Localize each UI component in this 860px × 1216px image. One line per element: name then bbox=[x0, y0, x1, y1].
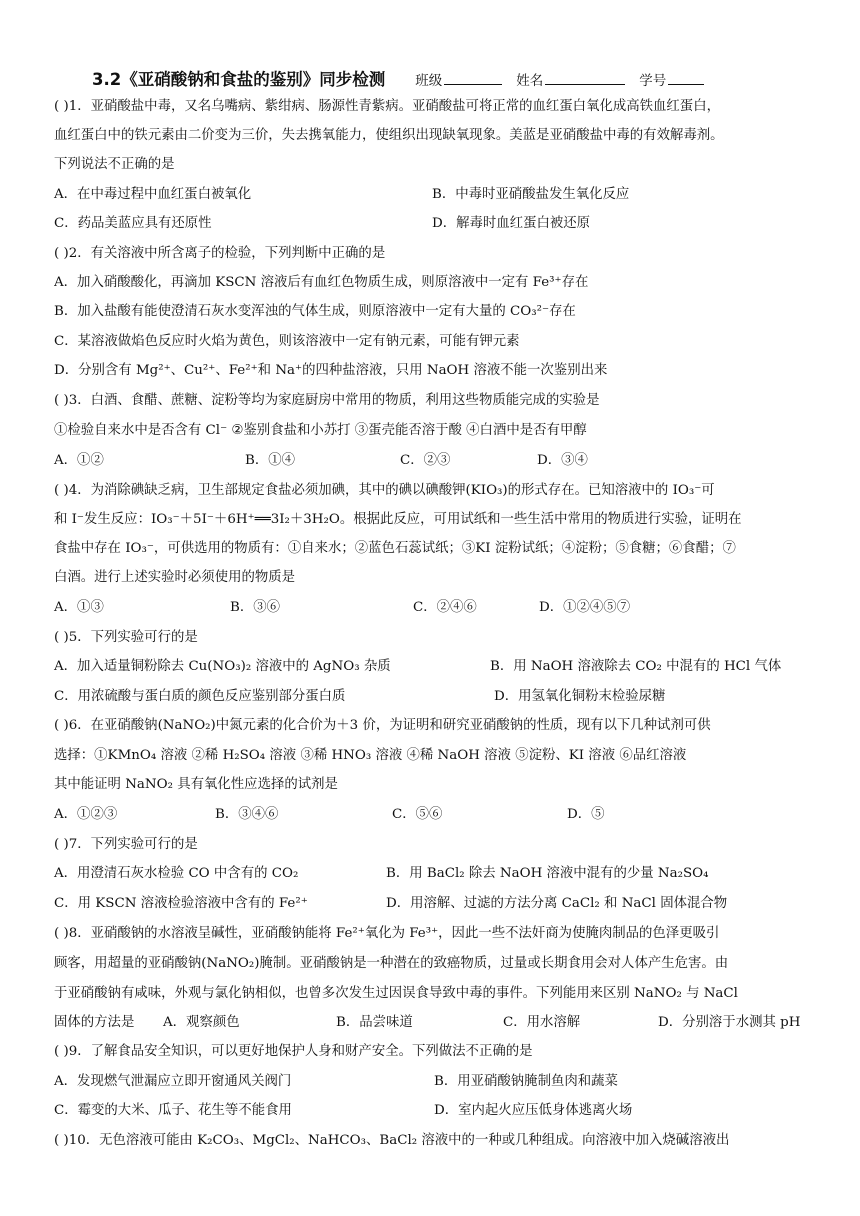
name-blank[interactable] bbox=[545, 70, 625, 85]
q4-option-c: C．②④⑥ bbox=[413, 600, 477, 615]
q3-items: ①检验自来水中是否含有 Cl⁻ ②鉴别食盐和小苏打 ③蛋壳能否溶于酸 ④白酒中是否有甲醇 bbox=[54, 423, 587, 438]
q1-option-a: A．在中毒过程中血红蛋白被氧化 bbox=[54, 187, 252, 202]
q8-line-1: ( )8．亚硝酸钠的水溶液呈碱性，亚硝酸钠能将 Fe²⁺氧化为 Fe³⁺，因此一些不法奸商为使腌肉制品的色泽更吸引 bbox=[54, 926, 720, 941]
q4-option-d: D．①②④⑤⑦ bbox=[539, 600, 631, 615]
q2-option-b: B．加入盐酸有能使澄清石灰水变浑浊的气体生成，则原溶液中一定有大量的 CO₃²⁻存在 bbox=[54, 304, 576, 319]
q6-option-a: A．①②③ bbox=[54, 807, 118, 822]
q8-option-a: A．观察颜色 bbox=[163, 1015, 240, 1030]
q5-option-d: D．用氢氧化铜粉末检验尿糖 bbox=[494, 689, 666, 704]
q1-option-c: C．药品美蓝应具有还原性 bbox=[54, 216, 212, 231]
q4-line-1: ( )4．为消除碘缺乏病，卫生部规定食盐必须加碘，其中的碘以碘酸钾(KIO₃)的形式存在。已知溶液中的 IO₃⁻可 bbox=[54, 483, 715, 498]
q4-option-b: B．③⑥ bbox=[230, 600, 281, 615]
q4-option-a: A．①③ bbox=[54, 600, 104, 615]
header-row bbox=[92, 66, 812, 88]
q8-option-c: C．用水溶解 bbox=[503, 1015, 581, 1030]
q7-option-d: D．用溶解、过滤的方法分离 CaCl₂ 和 NaCl 固体混合物 bbox=[386, 896, 728, 911]
q1-stem-line-2: 血红蛋白中的铁元素由二价变为三价，失去携氧能力，使组织出现缺氧现象。美蓝是亚硝酸盐中毒的有效解毒剂。 bbox=[54, 128, 724, 143]
q8-stem-end: 固体的方法是 bbox=[54, 1015, 135, 1030]
q2-option-c: C．某溶液做焰色反应时火焰为黄色，则该溶液中一定有钠元素，可能有钾元素 bbox=[54, 334, 520, 349]
q3-option-c: C．②③ bbox=[400, 453, 451, 468]
q5-option-b: B．用 NaOH 溶液除去 CO₂ 中混有的 HCl 气体 bbox=[490, 659, 782, 674]
q8-option-d: D．分别溶于水测其 pH bbox=[658, 1015, 801, 1030]
class-blank[interactable] bbox=[444, 70, 502, 85]
q3-option-a: A．①② bbox=[54, 453, 104, 468]
q5-option-a: A．加入适量铜粉除去 Cu(NO₃)₂ 溶液中的 AgNO₃ 杂质 bbox=[54, 659, 391, 674]
q9-option-b: B．用亚硝酸钠腌制鱼肉和蔬菜 bbox=[434, 1074, 618, 1089]
q6-line-2: 选择：①KMnO₄ 溶液 ②稀 H₂SO₄ 溶液 ③稀 HNO₃ 溶液 ④稀 NaOH 溶液 ⑤淀粉、KI 溶液 ⑥品红溶液 bbox=[54, 748, 687, 763]
number-blank[interactable] bbox=[668, 70, 704, 85]
q8-option-b: B．品尝味道 bbox=[336, 1015, 413, 1030]
q4-line-4: 白酒。进行上述实验时必须使用的物质是 bbox=[54, 570, 296, 585]
q3-option-d: D．③④ bbox=[537, 453, 588, 468]
q2-option-d: D．分别含有 Mg²⁺、Cu²⁺、Fe²⁺和 Na⁺的四种盐溶液，只用 NaOH 溶液不能一次鉴别出来 bbox=[54, 363, 608, 378]
q9-stem: ( )9．了解食品安全知识，可以更好地保护人身和财产安全。下列做法不正确的是 bbox=[54, 1044, 533, 1059]
q6-line-3: 其中能证明 NaNO₂ 具有氧化性应选择的试剂是 bbox=[54, 777, 338, 792]
q1-stem-line-1: ( )1．亚硝酸盐中毒，又名乌嘴病、紫绀病、肠源性青紫病。亚硝酸盐可将正常的血红蛋白氧化成高铁血红蛋白， bbox=[54, 99, 720, 114]
number-label: 学号 bbox=[639, 73, 667, 89]
q8-line-3: 于亚硝酸钠有咸味，外观与氯化钠相似，也曾多次发生过因误食导致中毒的事件。下列能用来区别 NaNO₂ 与 NaCl bbox=[54, 986, 738, 1001]
q10-stem: ( )10．无色溶液可能由 K₂CO₃、MgCl₂、NaHCO₃、BaCl₂ 溶液中的一种或几种组成。向溶液中加入烧碱溶液出 bbox=[54, 1133, 730, 1148]
q1-option-b: B．中毒时亚硝酸盐发生氧化反应 bbox=[432, 187, 630, 202]
page-title: 3.2《亚硝酸钠和食盐的鉴别》同步检测 bbox=[92, 70, 386, 89]
q4-line-3: 食盐中存在 IO₃⁻，可供选用的物质有：①自来水；②蓝色石蕊试纸；③KI 淀粉试纸；④淀粉；⑤食糖；⑥食醋；⑦ bbox=[54, 541, 736, 556]
q2-option-a: A．加入硝酸酸化，再滴加 KSCN 溶液后有血红色物质生成，则原溶液中一定有 Fe³⁺存在 bbox=[54, 275, 589, 290]
q7-option-c: C．用 KSCN 溶液检验溶液中含有的 Fe²⁺ bbox=[54, 896, 308, 911]
number-field bbox=[639, 69, 704, 89]
q5-option-c: C．用浓硫酸与蛋白质的颜色反应鉴别部分蛋白质 bbox=[54, 689, 346, 704]
q4-line-2: 和 I⁻发生反应：IO₃⁻＋5I⁻＋6H⁺══3I₂＋3H₂O。根据此反应，可用试纸和一些生活中常用的物质进行实验，证明在 bbox=[54, 512, 742, 527]
name-label: 姓名 bbox=[516, 73, 544, 89]
class-field bbox=[415, 69, 502, 89]
q9-option-c: C．霉变的大米、瓜子、花生等不能食用 bbox=[54, 1103, 292, 1118]
q1-stem-line-3: 下列说法不正确的是 bbox=[54, 157, 175, 172]
q2-stem: ( )2．有关溶液中所含离子的检验，下列判断中正确的是 bbox=[54, 246, 386, 261]
q5-stem: ( )5．下列实验可行的是 bbox=[54, 630, 198, 645]
q6-option-b: B．③④⑥ bbox=[215, 807, 279, 822]
q6-line-1: ( )6．在亚硝酸钠(NaNO₂)中氮元素的化合价为＋3 价，为证明和研究亚硝酸钠的性质，现有以下几种试剂可供 bbox=[54, 718, 711, 733]
q8-line-2: 顾客，用超量的亚硝酸钠(NaNO₂)腌制。亚硝酸钠是一种潜在的致癌物质，过量或长期食用会对人体产生危害。由 bbox=[54, 956, 729, 971]
q6-option-d: D．⑤ bbox=[567, 807, 605, 822]
q6-option-c: C．⑤⑥ bbox=[392, 807, 443, 822]
q1-option-d: D．解毒时血红蛋白被还原 bbox=[432, 216, 591, 231]
q3-stem: ( )3．白酒、食醋、蔗糖、淀粉等均为家庭厨房中常用的物质，利用这些物质能完成的实验是 bbox=[54, 393, 600, 408]
name-field bbox=[516, 69, 625, 89]
q9-option-a: A．发现燃气泄漏应立即开窗通风关阀门 bbox=[54, 1074, 292, 1089]
q3-option-b: B．①④ bbox=[245, 453, 296, 468]
class-label: 班级 bbox=[415, 73, 443, 89]
q7-option-a: A．用澄清石灰水检验 CO 中含有的 CO₂ bbox=[54, 866, 299, 881]
q7-stem: ( )7．下列实验可行的是 bbox=[54, 837, 198, 852]
q7-option-b: B．用 BaCl₂ 除去 NaOH 溶液中混有的少量 Na₂SO₄ bbox=[386, 866, 709, 881]
q9-option-d: D．室内起火应压低身体逃离火场 bbox=[434, 1103, 633, 1118]
